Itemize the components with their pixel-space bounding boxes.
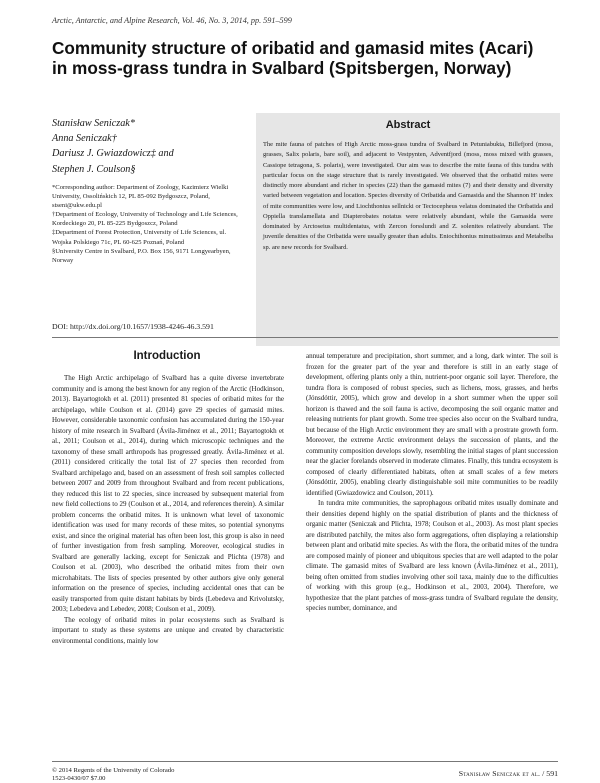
author: Stanisław Seniczak*	[52, 118, 135, 129]
abstract-text: The mite fauna of patches of High Arctic moss-grass tundra of Svalbard in Petuniabukta, Billefjord (moss, grasses, Salix polaris, bare soil), and adjacent to Vestpynten, Adventfjord (moss, moss mixed with grasses, Cassiope tetragona, S. polaris), were investigated. Our aim was to describe the mite fauna of this tundra with particular focus on the stage structure that is rarely investigated. We observed that the oribatid mites were distinctly more abundant and richer in species (22) than the gamasid mites (7) and their density and diversity varied between vegetation and location. Species diversity of Oribatida and Gamasida and the Shannon H′ index of mite communities were low, and Liochthonius sellnicki or Tectocepheus velatus dominated the Oribatida and Oppiella translamellata and Diapterobates notatus were relatively abundant, while the Gamasida were dominated by Arctoseius multidentatus, with Zercon forsslundi and Z. solenites relatively abundant. The juvenile densities of the Oribatida were usually greater than adults. Eniochthonius minutissimus and Metabelba sp. are new records for Svalbard.	[263, 141, 553, 251]
affiliation: §University Centre in Svalbard, P.O. Box 156, 9171 Longyearbyen, Norway	[52, 247, 231, 264]
page-number: 591	[546, 769, 558, 778]
intro-column-left	[52, 373, 284, 646]
intro-heading: Introduction	[133, 350, 201, 362]
abstract-heading: Abstract	[385, 119, 431, 131]
author: Stephen J. Coulson§	[52, 163, 136, 175]
author: Dariusz J. Gwiazdowicz‡ and	[52, 148, 174, 160]
abstract-box	[256, 113, 560, 346]
intro-column-right	[306, 351, 558, 614]
affiliation: †Department of Ecology, University of Technology and Life Sciences, Kordeckiego 20, PL 85-225 Bydgoszcz, Poland	[52, 211, 238, 228]
divider	[52, 761, 558, 762]
paragraph: The High Arctic archipelago of Svalbard has a quite diverse invertebrate community and is among the best known for any region of the Arctic (Hodkinson, 2013). Bayartogtokh et al. (2011) presented 81 species of oribatid mites for the archipelago, while Coulson et al. (2014) gave 29 species of gamasid mites. However, considerable taxonomic confusion has accumulated during the 150-year history of mite research in Svalbard (Ávila-Jiménez et al., 2011; Bayartogtokh et al., 2011; Coulson et al., 2014), during which microscopic techniques and the taxonomy of these small arthropods has progressed greatly. Ávila-Jiménez et al. (2011) considered critically the total list of 27 species then recorded from Svalbard archipelago and, based on an assessment of fresh soil samples collected between 2007 and 2009 from throughout Svalbard and from recent publications, they reduced this list to 22 species, since increased by subsequent material from new field collections to 29 (Coulson et al., 2014, and references therein). A similar problem concerns the oribatid mites. It is unknown what level of taxonomic identification was used for many records of these mites, so potential synonyms exist, and since the original material has often been lost, this group is also in need of further investigation from fresh sampling. Moreover, ecological studies in Svalbard are generally lacking, except for Seniczak and Plichta (1978) and Coulson et al. (2003), who described the oribatid mites from their own microhabitats. The lists of species presented by other authors give only general information on the presence of species, including accidental ones that can be easily transported from quite distant habitats by birds (Lebedeva and Krivolutsky, 2003; Lebedeva and Lebedev, 2008; Coulson et al., 2009).	[52, 374, 284, 613]
affiliation: ‡Department of Forest Protection, University of Life Sciences, ul. Wojska Polskiego 71c, PL 60-625 Poznań, Poland	[52, 229, 227, 246]
paragraph: In tundra mite communities, the saprophagous oribatid mites usually dominate and their densities depend highly on the spatial distribution of plants and the thickness of organic matter (Seniczak and Plichta, 1978; Coulson et al., 2003). As most plant species are distributed patchily, the mites also form aggregations, often displaying a relationship between plant and oribatid mite species. As with the flora, the oribatid mites of the tundra are composed mainly of pioneer and ubiquitous species that are well adapted to the polar climate. The gamasid mites of Svalbard are less known (Ávila-Jiménez et al., 2011), being often omitted from studies involving other soil taxa, mainly due to the difficulties of working with this group (e.g., Hodkinson et al., 2003, 2004). Therefore, we hypothesize that the plant patches of moss-grass tundra of Svalbard regulate the density, species number, dominance, and	[306, 499, 558, 612]
author: Anna Seniczak†	[52, 133, 117, 145]
paragraph: annual temperature and precipitation, short summer, and a long, dark winter. The soil is frozen for the greater part of the year and therefore is still in an early stage of development, offering plants only a thin, nutrient-poor organic soil layer. Therefore, the tundra flora is composed of robust species, such as lichens, moss, grasses, and herbs (Jónsdóttir, 2005), which grow and develop in a short summer when the upper soil horizon is thawed and the soil fauna is active, decomposing the soil organic matter and releasing nutrients for plant growth. Some tree species also occur on the Svalbard tundra, but because of the High Arctic environment they are small with a prostrate growth form. Moreover, the extreme Arctic environment delays the succession of plants, and the community composition develops slowly, resembling the initial stages of plant succession near the glacier forelands observed in moderate climates. Finally, this tundra ecosystem is composed of clearly differentiated habitats, often at small scales of a few meters (Jónsdóttir, 2005), enabling clearly distinguishable soil mite communities to be readily identified (Gwiazdowicz and Coulson, 2011).	[306, 352, 558, 497]
divider	[52, 337, 558, 338]
paragraph: The ecology of oribatid mites in polar ecosystems such as Svalbard is important to study as these systems are unique and created by characteristic environmental conditions, mainly low	[52, 615, 284, 645]
author-list	[52, 116, 252, 177]
doi-link[interactable]: DOI: http://dx.doi.org/10.1657/1938-4246-46.3.591	[52, 322, 214, 331]
footer-author: Stanisław Seniczak et al.	[458, 769, 541, 778]
article-title: Community structure of oribatid and gamasid mites (Acari) in moss-grass tundra in Svalbard (Spitsbergen, Norway)	[52, 38, 534, 78]
running-head: Arctic, Antarctic, and Alpine Research, Vol. 46, No. 3, 2014, pp. 591–599	[52, 16, 292, 25]
footer-copyright	[52, 767, 174, 783]
copyright-line: © 2014 Regents of the University of Colorado	[52, 767, 175, 774]
affiliation: *Corresponding author: Department of Zoology, Kazimierz Wielki University, Ossolińskich 12, PL 85-092 Bydgoszcz, Poland, stseni@ukw.edu.pl	[52, 184, 229, 210]
footer-separator: /	[540, 769, 547, 778]
affiliations	[52, 183, 242, 265]
issn-line: 1523-0430/07 $7.00	[52, 775, 106, 782]
